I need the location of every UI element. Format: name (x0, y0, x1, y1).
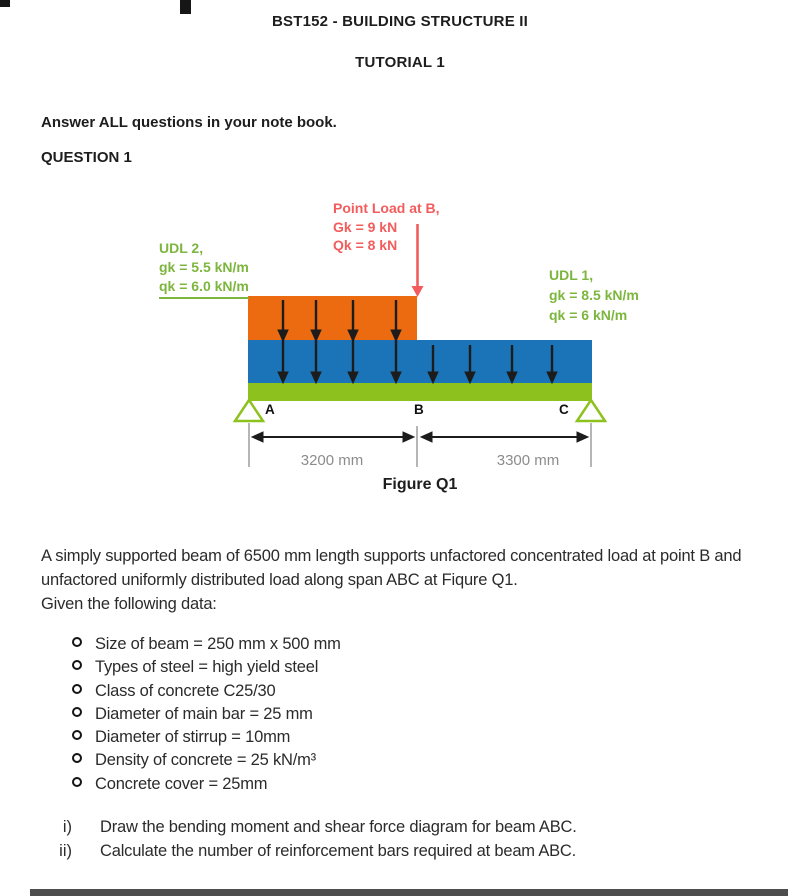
udl2-label: UDL 2, gk = 5.5 kN/m qk = 6.0 kN/m (159, 239, 249, 299)
list-item-text: Diameter of main bar = 25 mm (95, 704, 313, 723)
paragraph-line: Given the following data: (41, 595, 217, 613)
list-item (72, 726, 592, 749)
question-heading: QUESTION 1 (41, 149, 132, 166)
list-item (72, 633, 592, 656)
ring-bullet-icon (72, 684, 82, 694)
support-label-a: A (265, 402, 275, 417)
paragraph-line: unfactored uniformly distributed load along span ABC at Fiqure Q1. (41, 571, 518, 589)
task-item (30, 842, 770, 861)
task-text: Draw the bending moment and shear force diagram for beam ABC. (100, 818, 577, 836)
page-subtitle: TUTORIAL 1 (355, 54, 445, 71)
ring-bullet-icon (72, 730, 82, 740)
scan-artifact (180, 0, 191, 14)
list-item (72, 749, 592, 772)
problem-paragraph (41, 544, 786, 616)
list-item (72, 656, 592, 679)
instruction-text: Answer ALL questions in your note book. (41, 114, 337, 131)
udl2-block (248, 296, 417, 340)
ring-bullet-icon (72, 660, 82, 670)
task-label: ii) (59, 842, 72, 860)
task-item (30, 818, 770, 837)
support-label-b: B (414, 402, 424, 417)
dim-label-left: 3200 mm (300, 452, 364, 469)
ring-bullet-icon (72, 707, 82, 717)
list-item-text: Types of steel = high yield steel (95, 658, 319, 677)
support-triangle-c (577, 400, 605, 421)
paragraph-line: A simply supported beam of 6500 mm length supports unfactored concentrated load at point B and (41, 547, 742, 565)
ring-bullet-icon (72, 637, 82, 647)
given-data-list (72, 633, 592, 796)
task-label: i) (62, 818, 72, 836)
ring-bullet-icon (72, 753, 82, 763)
support-label-c: C (559, 402, 569, 417)
beam-base (248, 383, 592, 401)
list-item-text: Class of concrete C25/30 (95, 681, 276, 700)
udl1-label: UDL 1, gk = 8.5 kN/m qk = 6 kN/m (549, 267, 639, 323)
ring-bullet-icon (72, 777, 82, 787)
figure-caption: Figure Q1 (382, 476, 458, 493)
task-text: Calculate the number of reinforcement bars required at beam ABC. (100, 842, 577, 860)
list-item (72, 680, 592, 703)
dimension-arrows (252, 432, 588, 442)
point-load-label: Point Load at B, Gk = 9 kN Qk = 8 kN (333, 200, 440, 253)
support-triangle-a (235, 400, 263, 421)
list-item-text: Diameter of stirrup = 10mm (95, 728, 291, 747)
list-item-text: Size of beam = 250 mm x 500 mm (95, 635, 341, 653)
dim-label-right: 3300 mm (496, 452, 560, 469)
list-item-text: Concrete cover = 25mm (95, 774, 268, 793)
list-item (72, 773, 592, 796)
page-title: BST152 - BUILDING STRUCTURE II (271, 13, 529, 30)
beam-body (248, 340, 592, 383)
list-item (72, 703, 592, 726)
page-bottom-edge (30, 889, 788, 896)
scan-artifact (0, 0, 10, 7)
list-item-text: Density of concrete = 25 kN/m³ (95, 751, 316, 770)
